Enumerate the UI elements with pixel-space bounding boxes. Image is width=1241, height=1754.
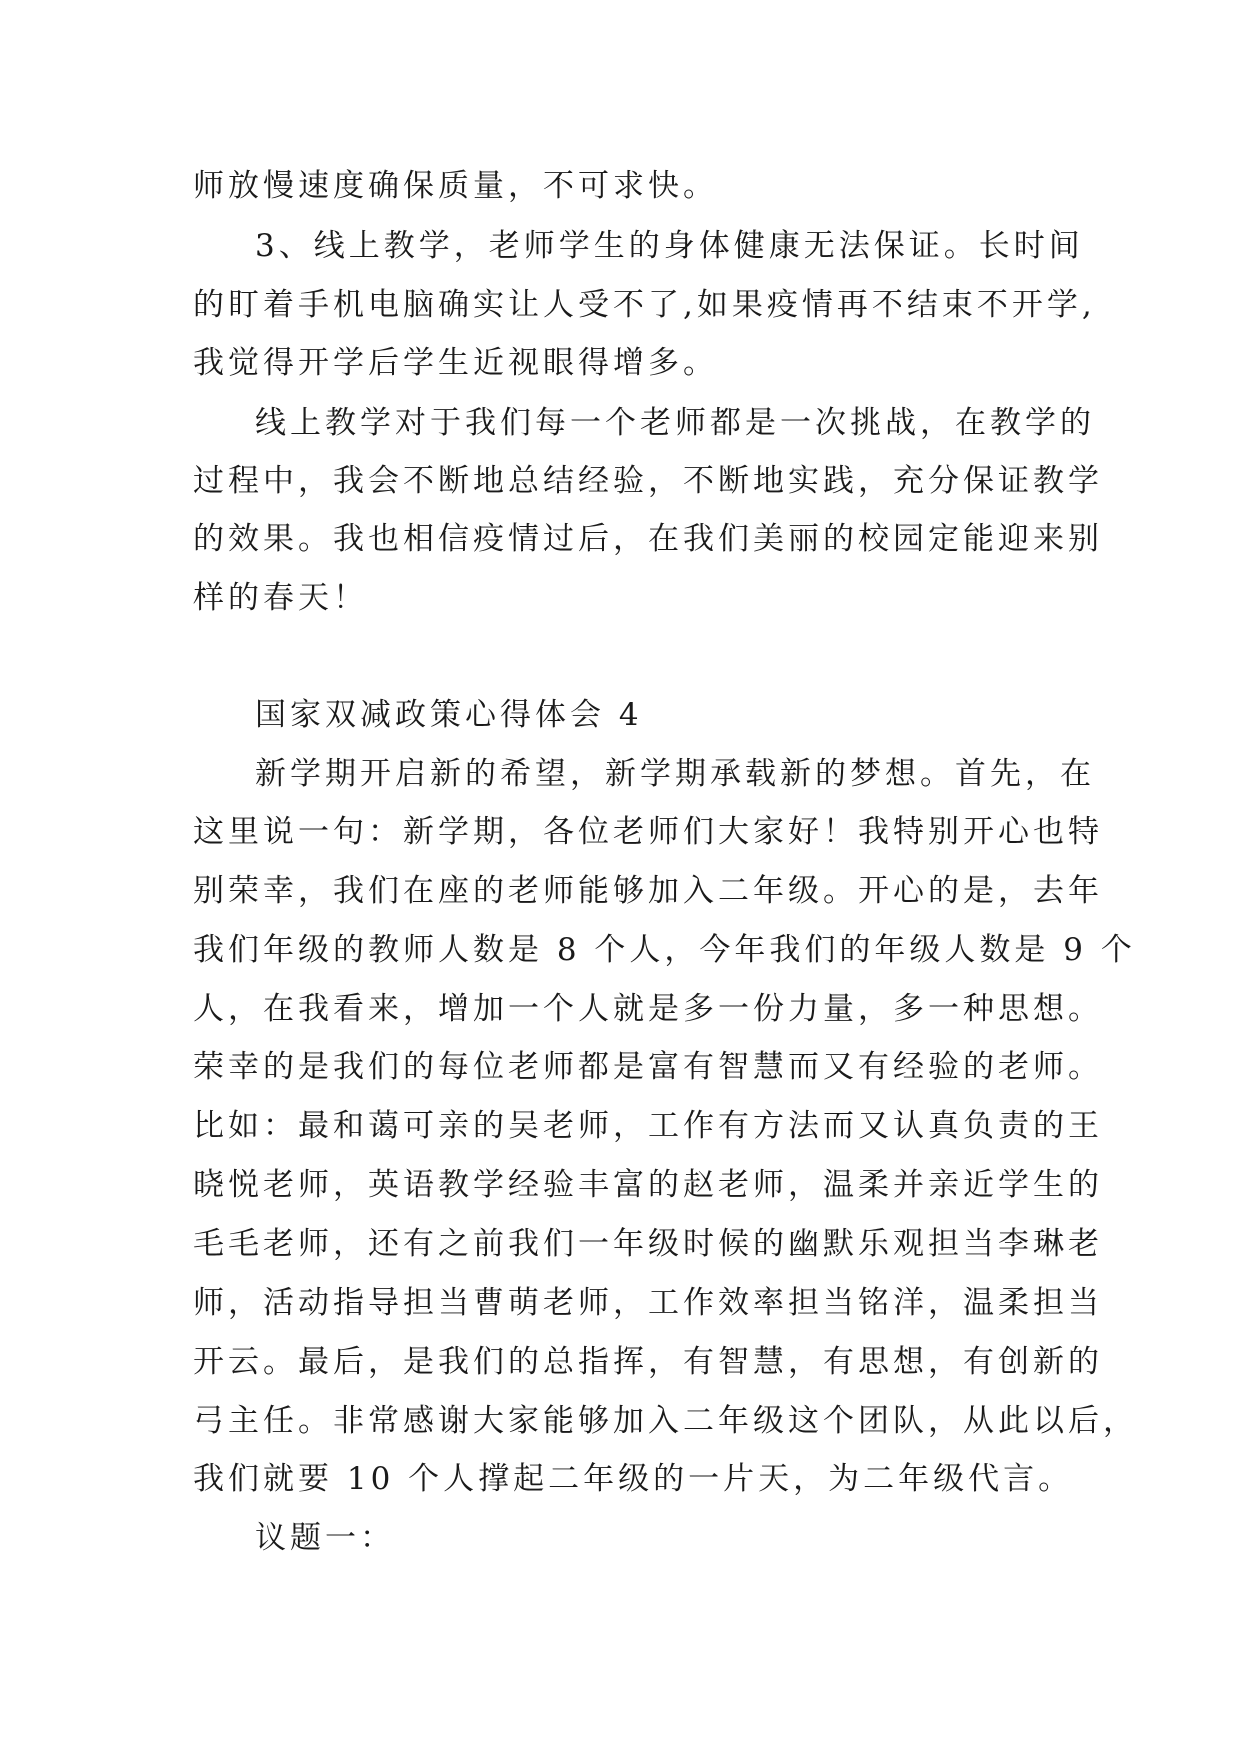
text-line: 荣幸的是我们的每位老师都是富有智慧而又有经验的老师。 [193,1049,1103,1085]
text-line: 师，活动指导担当曹萌老师，工作效率担当铭洋，温柔担当 [193,1285,1103,1321]
text-line: 人，在我看来，增加一个人就是多一份力量，多一种思想。 [193,991,1103,1027]
text-line: 新学期开启新的希望，新学期承载新的梦想。首先，在 [255,756,1095,792]
text-line: 开云。最后，是我们的总指挥，有智慧，有思想，有创新的 [193,1344,1103,1380]
text-line: 3、线上教学，老师学生的身体健康无法保证。长时间 [255,228,1084,264]
text-line: 比如：最和蔼可亲的吴老师，工作有方法而又认真负责的王 [193,1108,1103,1144]
text-line: 我们就要 10 个人撑起二年级的一片天，为二年级代言。 [193,1461,1074,1497]
text-line: 过程中，我会不断地总结经验，不断地实践，充分保证教学 [193,463,1103,499]
text-line: 毛毛老师，还有之前我们一年级时候的幽默乐观担当李琳老 [193,1226,1103,1262]
text-line: 这里说一句：新学期，各位老师们大家好！我特别开心也特 [193,814,1103,850]
text-line: 样的春天！ [193,580,368,616]
text-line: 师放慢速度确保质量，不可求快。 [193,168,718,204]
section-heading: 国家双减政策心得体会 4 [255,697,643,733]
text-line: 弓主任。非常感谢大家能够加入二年级这个团队，从此以后， [193,1403,1138,1439]
text-line: 线上教学对于我们每一个老师都是一次挑战，在教学的 [255,405,1095,441]
text-line: 的盯着手机电脑确实让人受不了,如果疫情再不结束不开学, [193,287,1096,323]
text-line: 别荣幸，我们在座的老师能够加入二年级。开心的是，去年 [193,873,1103,909]
text-line: 议题一： [255,1520,395,1556]
text-line: 我觉得开学后学生近视眼得增多。 [193,345,718,381]
text-line: 晓悦老师，英语教学经验丰富的赵老师，温柔并亲近学生的 [193,1167,1103,1203]
text-line: 我们年级的教师人数是 8 个人，今年我们的年级人数是 9 个 [193,932,1136,968]
text-line: 的效果。我也相信疫情过后，在我们美丽的校园定能迎来别 [193,521,1103,557]
